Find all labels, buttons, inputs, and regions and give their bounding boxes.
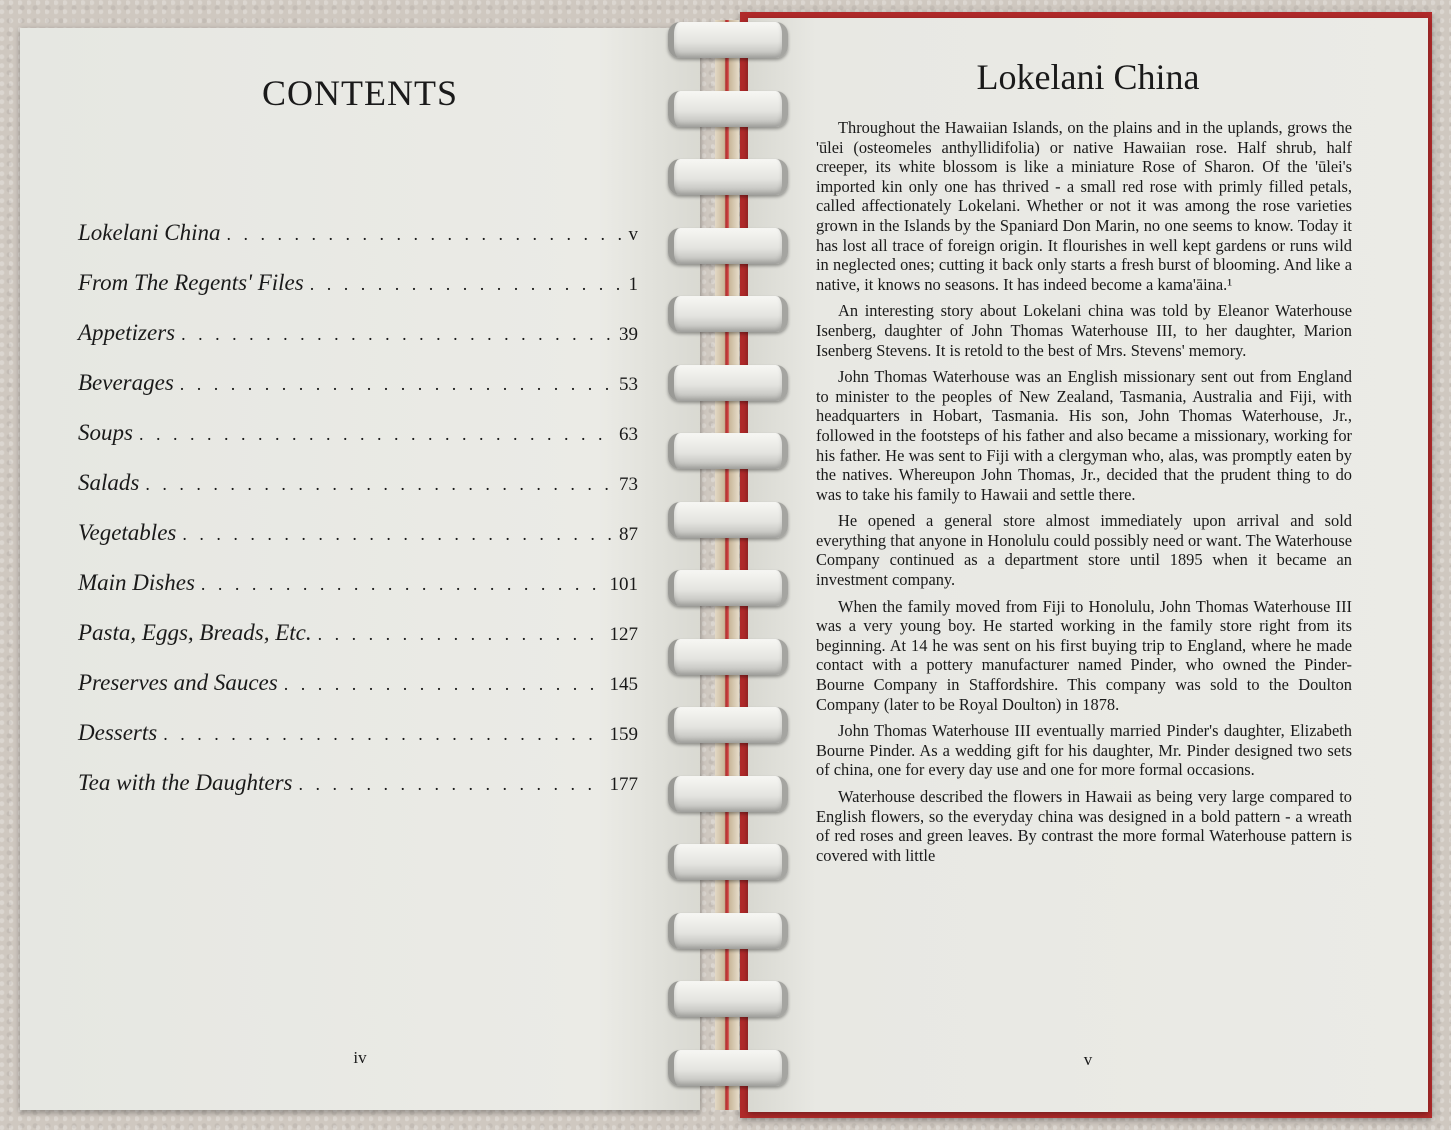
leader-dots — [145, 474, 613, 495]
spiral-coil — [668, 91, 788, 127]
contents-page — [20, 28, 700, 1110]
toc-entry-page: 39 — [619, 324, 638, 345]
toc-entry-label: Vegetables — [78, 520, 177, 545]
toc-entry[interactable] — [78, 320, 638, 370]
contents-title: CONTENTS — [262, 73, 458, 113]
toc-entry-page: 73 — [619, 474, 638, 495]
page-number-left: iv — [353, 1048, 367, 1067]
toc-entry-label: Beverages — [78, 370, 174, 395]
toc-entry-label: Tea with the Daughters — [78, 770, 293, 795]
toc-entry[interactable] — [78, 620, 638, 670]
spiral-coil — [668, 159, 788, 195]
toc-entry[interactable] — [78, 770, 638, 820]
toc-entry[interactable] — [78, 720, 638, 770]
toc-entry[interactable] — [78, 670, 638, 720]
page-number-right: v — [1083, 1050, 1093, 1069]
article-paragraph: John Thomas Waterhouse was an English missionary sent out from England to minister to the peoples of New Zealand, Tasmania, Australia and Fiji, with headquarters in Hobart, Tasmania. His son, John Thomas Waterhouse, Jr., followed in the footsteps of his father and also became a missionary, working for his father. He was sent to Fiji with a clergyman who, alas, was promptly eaten by the natives. Whereupon John Thomas, Jr., decided that the prudent thing to do was to take his family to Hawaii and settle there. — [816, 367, 1352, 504]
toc-entry-label: Lokelani China — [78, 220, 221, 245]
leader-dots — [318, 624, 604, 645]
leader-dots — [163, 724, 603, 745]
spiral-coil — [668, 502, 788, 538]
toc-entry-page: v — [628, 224, 638, 245]
toc-entry[interactable] — [78, 220, 638, 270]
toc-entry-label: Main Dishes — [78, 570, 195, 595]
toc-entry-label: Pasta, Eggs, Breads, Etc. — [78, 620, 312, 645]
toc-entry-label: Salads — [78, 470, 140, 495]
toc-entry-page: 177 — [609, 774, 638, 795]
leader-dots — [298, 774, 603, 795]
toc-entry-page: 159 — [609, 724, 638, 745]
toc-entry-page: 101 — [609, 574, 638, 595]
toc-entry-page: 127 — [609, 624, 638, 645]
leader-dots — [180, 374, 613, 395]
spiral-coil — [668, 1050, 788, 1086]
leader-dots — [181, 324, 613, 345]
spiral-coil — [668, 913, 788, 949]
article-page — [748, 18, 1428, 1112]
article-paragraph: He opened a general store almost immediately upon arrival and sold everything that anyone in Honolulu could possibly need or want. The Waterhouse Company continued as a department store until 1895 when it became an investment company. — [816, 511, 1352, 590]
toc-entry-page: 145 — [609, 674, 638, 695]
toc-entry-label: Preserves and Sauces — [78, 670, 278, 695]
leader-dots — [310, 274, 623, 295]
spiral-coil — [668, 776, 788, 812]
article-title: Lokelani China — [976, 57, 1200, 97]
spiral-coil — [668, 639, 788, 675]
toc-entry-page: 87 — [619, 524, 638, 545]
leader-dots — [182, 524, 613, 545]
spiral-coil — [668, 570, 788, 606]
spiral-coil — [668, 981, 788, 1017]
article-paragraph: Throughout the Hawaiian Islands, on the plains and in the uplands, grows the 'ūlei (osteomeles anthyllidifolia) or native Hawaiian rose. Half shrub, half creeper, its white blossom is like a miniature Rose of Sharon. Of the 'ūlei's imported kin only one has thrived - a small red rose with primly filled petals, called affectionately Lokelani. Whether or not it was among the rose varieties grown in the Islands by the Spaniard Don Marin, no one seems to know. Today it has lost all trace of foreign origin. It flourishes in well kept gardens or runs wild in neglected ones; cutting it back only starts a fresh burst of blooming. And like a native, it knows no seasons. It has indeed become a kama'āina.¹ — [816, 118, 1352, 294]
article-body — [816, 118, 1352, 872]
spiral-coil — [668, 433, 788, 469]
spiral-coil — [668, 22, 788, 58]
article-paragraph: When the family moved from Fiji to Honolulu, John Thomas Waterhouse III was a very young boy. He started working in the family store right from its beginning. At 14 he was sent on his first buying trip to England, where he made contact with a pottery manufacturer named Pinder, who owned the Pinder-Bourne Company in Staffordshire. This company was sold to the Doulton Company (later to be Royal Doulton) in 1878. — [816, 596, 1352, 714]
toc-entry-label: Appetizers — [78, 320, 176, 345]
toc-entry-page: 63 — [619, 424, 638, 445]
contents-list — [78, 220, 638, 820]
spiral-coil — [668, 707, 788, 743]
leader-dots — [139, 424, 613, 445]
toc-entry[interactable] — [78, 570, 638, 620]
spiral-coil — [668, 228, 788, 264]
toc-entry-page: 53 — [619, 374, 638, 395]
toc-entry[interactable] — [78, 420, 638, 470]
toc-entry[interactable] — [78, 370, 638, 420]
toc-entry-label: From The Regents' Files — [78, 270, 304, 295]
toc-entry-page: 1 — [628, 274, 638, 295]
leader-dots — [284, 674, 604, 695]
article-paragraph: An interesting story about Lokelani china was told by Eleanor Waterhouse Isenberg, daughter of John Thomas Waterhouse III, to her daughter, Marion Isenberg Stevens. It is retold to the best of Mrs. Stevens' memory. — [816, 301, 1352, 360]
spiral-coil — [668, 844, 788, 880]
toc-entry[interactable] — [78, 270, 638, 320]
article-paragraph: John Thomas Waterhouse III eventually married Pinder's daughter, Elizabeth Bourne Pinder. As a wedding gift for his daughter, Mr. Pinder designed two sets of china, one for every day use and one for more formal occasions. — [816, 721, 1352, 780]
leader-dots — [226, 224, 622, 245]
toc-entry-label: Soups — [78, 420, 133, 445]
toc-entry[interactable] — [78, 470, 638, 520]
spiral-coil — [668, 296, 788, 332]
leader-dots — [201, 574, 604, 595]
article-paragraph: Waterhouse described the flowers in Hawaii as being very large compared to English flowers, so the everyday china was designed in a bold pattern - a wreath of red roses and green leaves. By contrast the more formal Waterhouse pattern is covered with little — [816, 787, 1352, 865]
toc-entry-label: Desserts — [78, 720, 158, 745]
spiral-coil — [668, 365, 788, 401]
toc-entry[interactable] — [78, 520, 638, 570]
